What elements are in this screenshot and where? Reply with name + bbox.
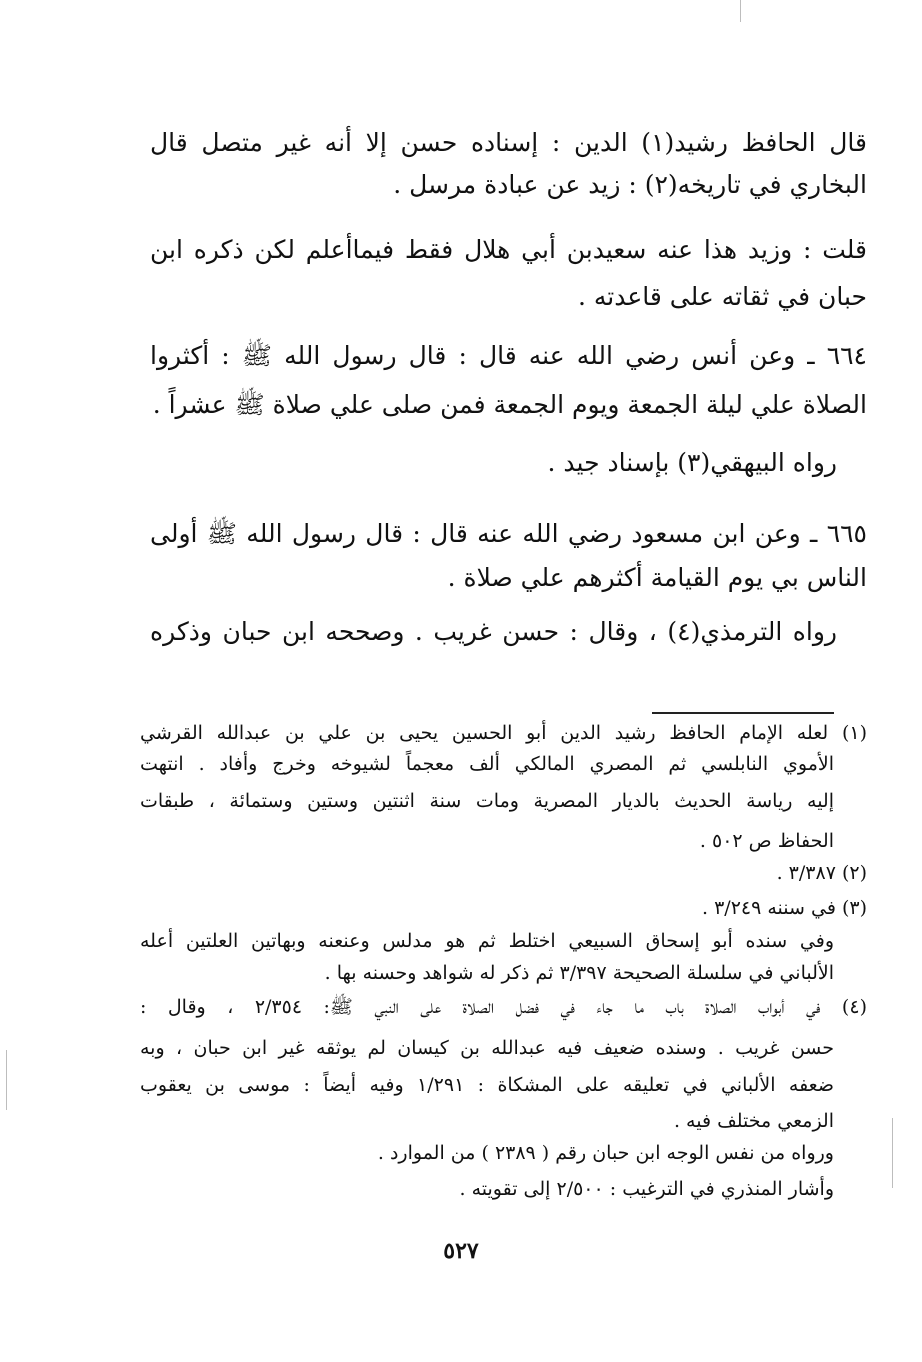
footnote-line: إليه رياسة الحديث بالديار المصرية ومات سنة اثنتين وستين وستمائة ، طبقات — [140, 790, 834, 812]
footnote-line: وأشار المنذري في الترغيب : ٢/٥٠٠ إلى تقويته . — [459, 1178, 834, 1200]
footnote-line: (٣) في سننه ٣/٢٤٩ . — [702, 897, 867, 919]
hadith-665-line: ٦٦٥ ـ وعن ابن مسعود رضي الله عنه قال : قال رسول الله ﷺ أولى — [150, 519, 867, 548]
hadith-664-line: الصلاة علي ليلة الجمعة ويوم الجمعة فمن صلى علي صلاة ﷺ عشراً . — [152, 390, 867, 419]
hadith-664-line: ٦٦٤ ـ وعن أنس رضي الله عنه قال : قال رسول الله ﷺ : أكثروا — [150, 341, 867, 370]
body-line: رواه الترمذي(٤) ، وقال : حسن غريب . وصححه ابن حبان وذكره — [150, 617, 837, 646]
footnote-line: (٤) في أبواب الصلاة باب ما جاء في فضل الصلاة على النبي ﷺ: ٢/٣٥٤ ، وقال : — [140, 996, 867, 1018]
body-line: قال الحافظ رشيد(١) الدين : إسناده حسن إلا أنه غير متصل قال — [150, 128, 867, 157]
scan-edge-mark — [892, 1118, 893, 1188]
footnote-line: ضعفه الألباني في تعليقه على المشكاة : ١/٢٩١ وفيه أيضاً : موسى بن يعقوب — [140, 1074, 834, 1096]
footnote-line: الحفاظ ص ٥٠٢ . — [699, 830, 834, 852]
footnote-line: وفي سنده أبو إسحاق السبيعي اختلط ثم هو مدلس وعنعنه وبهاتين العلتين أعله — [140, 930, 834, 952]
footnote-line: ورواه من نفس الوجه ابن حبان رقم ( ٢٣٨٩ ) من الموارد . — [377, 1142, 834, 1164]
body-line: البخاري في تاريخه(٢) : زيد عن عبادة مرسل . — [393, 170, 867, 199]
body-line: حبان في ثقاته على قاعدته . — [577, 282, 867, 311]
body-line: رواه البيهقي(٣) بإسناد جيد . — [547, 448, 837, 477]
footnote-line: الألباني في سلسلة الصحيحة ٣/٣٩٧ ثم ذكر له شواهد وحسنه بها . — [324, 962, 834, 984]
hadith-665-line: الناس بي يوم القيامة أكثرهم علي صلاة . — [447, 563, 867, 592]
page-number: ٥٢٧ — [443, 1238, 479, 1264]
scan-edge-mark — [740, 0, 741, 22]
footnote-divider — [652, 712, 834, 714]
footnote-line: الزمعي مختلف فيه . — [673, 1110, 834, 1132]
scan-edge-mark — [6, 1050, 7, 1110]
footnote-line: حسن غريب . وسنده ضعيف فيه عبدالله بن كيسان لم يوثقه غير ابن حبان ، وبه — [140, 1037, 834, 1059]
body-line: قلت : وزيد هذا عنه سعيدبن أبي هلال فقط فيماأعلم لكن ذكره ابن — [150, 235, 867, 264]
footnote-line: الأموي النابلسي ثم المصري المالكي ألف معجماً لشيوخه وخرج وأفاد . انتهت — [140, 753, 834, 775]
footnote-line: (٢) ٣/٣٨٧ . — [776, 862, 867, 884]
footnote-line: (١) لعله الإمام الحافظ رشيد الدين أبو الحسين يحيى بن علي بن عبدالله القرشي — [140, 722, 867, 744]
